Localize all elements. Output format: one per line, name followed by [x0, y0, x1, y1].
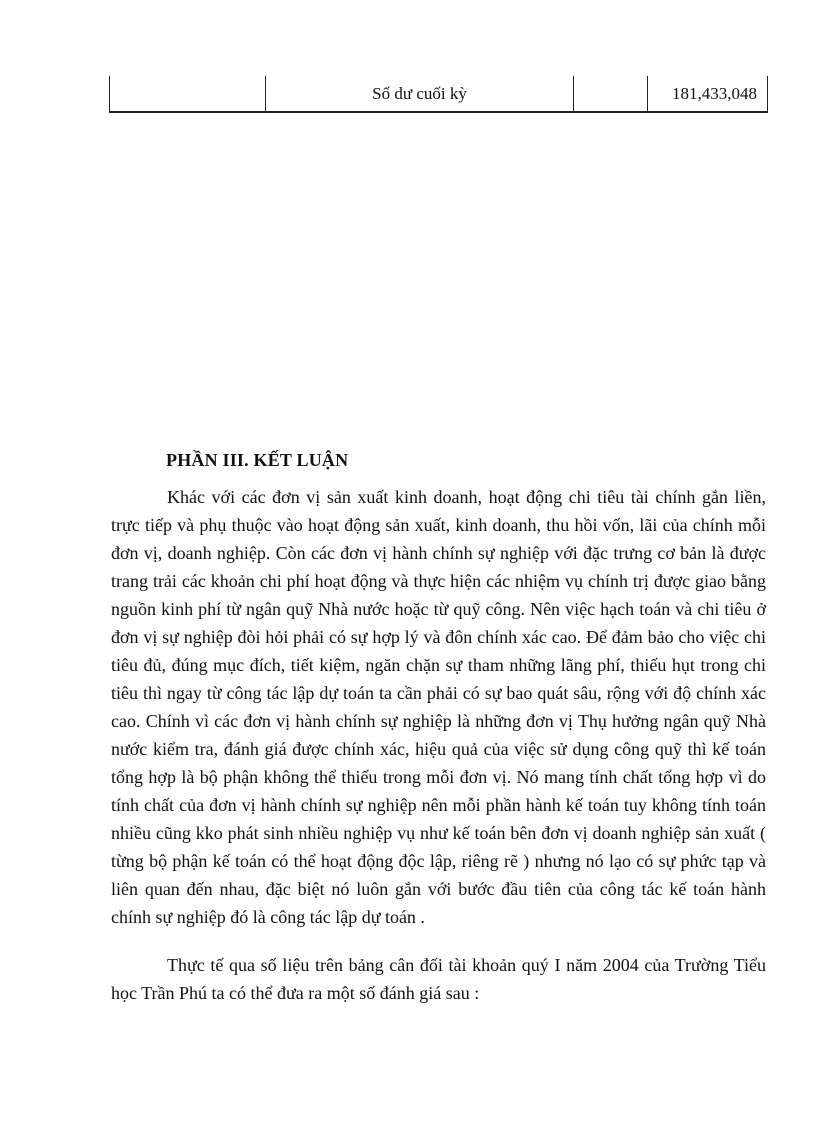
closing-balance-amount: 181,433,048	[648, 76, 768, 112]
table-row	[110, 76, 768, 112]
closing-balance-label: Số dư cuối kỳ	[266, 76, 574, 112]
conclusion-paragraph-1: Khác với các đơn vị sản xuất kinh doanh, hoạt động chi tiêu tài chính gắn liền, trực tiếp và phụ thuộc vào hoạt động sản xuất, kinh doanh, thu hồi vốn, lãi của chính mỗi đơn vị, doanh nghiệp. Còn các đơn vị hành chính sự nghiệp với đặc trưng cơ bản là được trang trải các khoản chi phí hoạt động và thực hiện các nhiệm vụ chính trị được giao bằng nguồn kinh phí từ ngân quỹ Nhà nước hoặc từ quỹ công. Nên việc hạch toán và chi tiêu ở đơn vị sự nghiệp đòi hỏi phải có sự hợp lý và đôn chính xác cao. Để đảm bảo cho việc chi tiêu đủ, đúng mục đích, tiết kiệm, ngăn chặn sự tham những lãng phí, thiếu hụt trong chi tiêu thì ngay từ công tác lập dự toán ta cần phải có sự bao quát sâu, rộng với độ chính xác cao. Chính vì các đơn vị hành chính sự nghiệp là những đơn vị Thụ hưởng ngân quỹ Nhà nước kiểm tra, đánh giá được chính xác, hiệu quả của việc sử dụng công quỹ thì kế toán tổng hợp là bộ phận không thể thiếu trong mỗi đơn vị. Nó mang tính chất tổng hợp vì do tính chất của đơn vị hành chính sự nghiệp nên mỗi phần hành kế toán tuy không tính toán nhiều cũng kko phát sinh nhiều nghiệp vụ như kế toán bên đơn vị doanh nghiệp sản xuất ( từng bộ phận kế toán có thể hoạt động độc lập, riêng rẽ ) nhưng nó lạo có sự phức tạp và liên quan đến nhau, đặc biệt nó luôn gắn với bước đầu tiên của công tác kế toán hành chính sự nghiệp đó là công tác lập dự toán .	[111, 487, 766, 927]
table-cell-empty-3	[574, 76, 648, 112]
section-title: PHẦN III. KẾT LUẬN	[166, 450, 349, 470]
conclusion-paragraph-2: Thực tế qua số liệu trên bảng cân đối tài khoản quý I năm 2004 của Trường Tiểu học Trần Phú ta có thể đưa ra một số đánh giá sau :	[111, 955, 766, 1003]
balance-table	[109, 76, 768, 113]
table-cell-empty-1	[110, 76, 266, 112]
